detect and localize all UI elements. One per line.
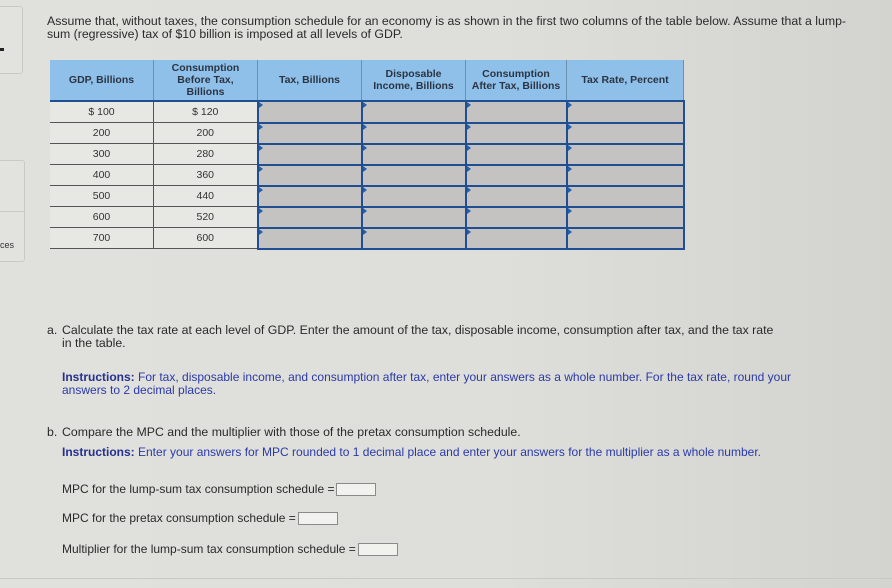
cell-tax-rate: [567, 165, 684, 186]
tax-input[interactable]: [259, 146, 361, 162]
input-flag-icon: [568, 166, 572, 172]
tax-rate-input[interactable]: [568, 104, 683, 120]
mpc-lump-sum-label: MPC for the lump-sum tax consumption schedule =: [62, 482, 335, 496]
table-row: [50, 101, 684, 123]
header-gdp: GDP, Billions: [50, 60, 154, 101]
tax-input[interactable]: [259, 230, 361, 246]
part-b-instructions-text: Enter your answers for MPC rounded to 1 decimal place and enter your answers for the multiplier as a whole number.: [134, 445, 761, 459]
part-a-line1-row: [47, 324, 827, 337]
disposable-income-input[interactable]: [363, 230, 465, 246]
tax-rate-input[interactable]: [568, 209, 683, 225]
header-tax: Tax, Billions: [258, 60, 362, 101]
cell-gdp: 700: [50, 228, 154, 249]
disposable-income-input[interactable]: [363, 209, 465, 225]
input-flag-icon: [568, 145, 572, 151]
input-flag-icon: [363, 187, 367, 193]
part-a-line2: in the table.: [62, 336, 126, 350]
mpc-pretax-label: MPC for the pretax consumption schedule =: [62, 511, 296, 525]
sidebar-divider: [0, 211, 24, 212]
cell-gdp: 200: [50, 123, 154, 144]
tax-rate-input[interactable]: [568, 188, 683, 204]
input-flag-icon: [363, 102, 367, 108]
header-consumption-before-tax: Consumption Before Tax, Billions: [154, 60, 258, 101]
cell-disposable-income: [362, 228, 466, 249]
input-flag-icon: [363, 229, 367, 235]
mpc-lump-sum-input[interactable]: [336, 483, 376, 496]
consumption-after-tax-input[interactable]: [467, 188, 566, 204]
part-a-line1: Calculate the tax rate at each level of GDP. Enter the amount of the tax, disposable income, consumption after tax, and the tax rate: [62, 323, 774, 337]
part-b-text: Compare the MPC and the multiplier with those of the pretax consumption schedule.: [62, 425, 521, 439]
cell-consumption-before-tax: 440: [154, 186, 258, 207]
table-row: [50, 207, 684, 228]
consumption-after-tax-input[interactable]: [467, 125, 566, 141]
part-b-question: [47, 425, 521, 439]
disposable-income-input[interactable]: [363, 104, 465, 120]
input-flag-icon: [467, 145, 471, 151]
part-a-instructions-label: Instructions:: [62, 370, 135, 384]
cell-tax-rate: [567, 228, 684, 249]
disposable-income-input[interactable]: [363, 167, 465, 183]
consumption-after-tax-input[interactable]: [467, 104, 566, 120]
cell-tax: [258, 165, 362, 186]
mpc-lump-sum-row: [62, 482, 376, 496]
cell-consumption-after-tax: [466, 144, 567, 165]
cell-tax-rate: [567, 101, 684, 123]
input-flag-icon: [259, 208, 263, 214]
header-disposable-income: Disposable Income, Billions: [362, 60, 466, 101]
cell-consumption-before-tax: 200: [154, 123, 258, 144]
table-header-row: [50, 60, 684, 101]
tax-input[interactable]: [259, 104, 361, 120]
cell-disposable-income: [362, 186, 466, 207]
cell-disposable-income: [362, 144, 466, 165]
input-flag-icon: [568, 187, 572, 193]
part-b-instructions-label: Instructions:: [62, 445, 135, 459]
cell-tax: [258, 228, 362, 249]
input-flag-icon: [363, 208, 367, 214]
tax-rate-input[interactable]: [568, 230, 683, 246]
input-flag-icon: [363, 145, 367, 151]
problem-statement: Assume that, without taxes, the consumption schedule for an economy is as shown in the first two columns of the table below. Assume that a lump-sum (regressive) tax of $10 billion is imposed at all levels of GDP.: [47, 14, 847, 41]
cell-tax: [258, 144, 362, 165]
cell-consumption-after-tax: [466, 207, 567, 228]
sidebar-marker: [0, 48, 4, 51]
sidebar-label[interactable]: ces: [0, 240, 15, 250]
cell-disposable-income: [362, 101, 466, 123]
input-flag-icon: [259, 124, 263, 130]
cell-tax-rate: [567, 207, 684, 228]
cell-consumption-before-tax: $ 120: [154, 101, 258, 123]
part-a-label: a.: [47, 323, 58, 337]
input-flag-icon: [568, 102, 572, 108]
tax-input[interactable]: [259, 125, 361, 141]
cell-gdp: 500: [50, 186, 154, 207]
multiplier-lump-sum-row: [62, 542, 398, 556]
cell-consumption-before-tax: 520: [154, 207, 258, 228]
cell-consumption-after-tax: [466, 228, 567, 249]
cell-tax-rate: [567, 186, 684, 207]
consumption-after-tax-input[interactable]: [467, 230, 566, 246]
cell-disposable-income: [362, 165, 466, 186]
disposable-income-input[interactable]: [363, 146, 465, 162]
cell-consumption-after-tax: [466, 123, 567, 144]
table-row: [50, 123, 684, 144]
input-flag-icon: [467, 166, 471, 172]
input-flag-icon: [568, 208, 572, 214]
input-flag-icon: [363, 166, 367, 172]
input-flag-icon: [467, 229, 471, 235]
tax-input[interactable]: [259, 188, 361, 204]
cell-gdp: 600: [50, 207, 154, 228]
cell-gdp: 400: [50, 165, 154, 186]
tax-rate-input[interactable]: [568, 125, 683, 141]
mpc-pretax-row: [62, 511, 338, 525]
input-flag-icon: [259, 187, 263, 193]
input-flag-icon: [259, 145, 263, 151]
cell-disposable-income: [362, 123, 466, 144]
input-flag-icon: [467, 102, 471, 108]
consumption-table: [50, 60, 685, 250]
table-row: [50, 186, 684, 207]
tax-input[interactable]: [259, 167, 361, 183]
input-flag-icon: [259, 166, 263, 172]
input-flag-icon: [467, 187, 471, 193]
header-consumption-after-tax: Consumption After Tax, Billions: [466, 60, 567, 101]
cell-tax: [258, 207, 362, 228]
part-a-instructions-text: For tax, disposable income, and consumption after tax, enter your answers as a whole number. For the tax rate, round your answers to 2 decimal places.: [62, 370, 792, 397]
input-flag-icon: [467, 208, 471, 214]
consumption-after-tax-input[interactable]: [467, 209, 566, 225]
cell-gdp: $ 100: [50, 101, 154, 123]
table-row: [50, 228, 684, 249]
disposable-income-input[interactable]: [363, 188, 465, 204]
cell-tax: [258, 186, 362, 207]
input-flag-icon: [259, 229, 263, 235]
header-tax-rate: Tax Rate, Percent: [567, 60, 684, 101]
part-b-instructions: [62, 446, 822, 459]
cell-consumption-before-tax: 600: [154, 228, 258, 249]
table-row: [50, 165, 684, 186]
sidebar-panel-top: [0, 6, 23, 74]
input-flag-icon: [363, 124, 367, 130]
cell-disposable-income: [362, 207, 466, 228]
cell-consumption-after-tax: [466, 165, 567, 186]
input-flag-icon: [568, 229, 572, 235]
consumption-after-tax-input[interactable]: [467, 146, 566, 162]
cell-tax-rate: [567, 123, 684, 144]
cell-consumption-after-tax: [466, 186, 567, 207]
cell-consumption-before-tax: 360: [154, 165, 258, 186]
tax-input[interactable]: [259, 209, 361, 225]
bottom-divider: [0, 578, 892, 579]
part-b-label: b.: [47, 425, 58, 439]
cell-tax-rate: [567, 144, 684, 165]
tax-rate-input[interactable]: [568, 146, 683, 162]
mpc-pretax-input[interactable]: [298, 512, 338, 525]
cell-tax: [258, 123, 362, 144]
part-a-question: [47, 324, 827, 350]
input-flag-icon: [259, 102, 263, 108]
input-flag-icon: [467, 124, 471, 130]
multiplier-lump-sum-label: Multiplier for the lump-sum tax consumption schedule =: [62, 542, 356, 556]
input-flag-icon: [568, 124, 572, 130]
disposable-income-input[interactable]: [363, 125, 465, 141]
part-a-instructions: [62, 371, 822, 397]
multiplier-lump-sum-input[interactable]: [358, 543, 398, 556]
tax-rate-input[interactable]: [568, 167, 683, 183]
cell-tax: [258, 101, 362, 123]
consumption-after-tax-input[interactable]: [467, 167, 566, 183]
cell-gdp: 300: [50, 144, 154, 165]
cell-consumption-before-tax: 280: [154, 144, 258, 165]
cell-consumption-after-tax: [466, 101, 567, 123]
table-row: [50, 144, 684, 165]
